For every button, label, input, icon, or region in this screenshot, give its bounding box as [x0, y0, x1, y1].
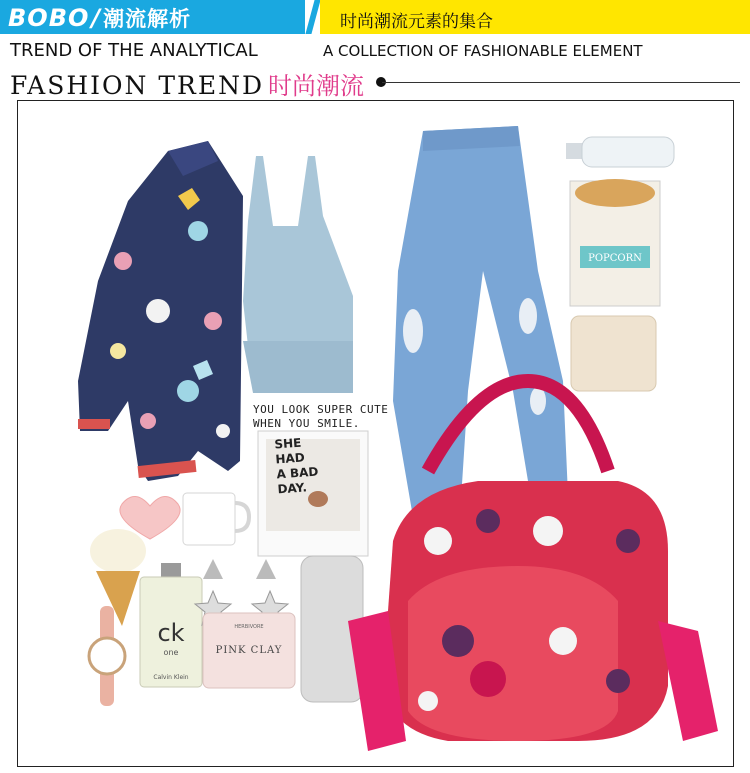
product-collage	[17, 100, 734, 767]
watch-image	[89, 606, 125, 706]
collage-illustration	[18, 101, 733, 766]
water-bottle-image	[566, 137, 674, 167]
brand-title: BOBO/潮流解析	[8, 4, 192, 32]
clay-brand: HERBIVORE	[234, 624, 264, 630]
polaroid-caption	[274, 435, 320, 498]
note-line-1: YOU LOOK SUPER CUTE	[253, 403, 389, 416]
header-tagline-bar	[320, 0, 750, 34]
section-title-cn: 时尚潮流	[268, 72, 365, 100]
perfume-sub: one	[163, 648, 179, 657]
subtitle-left: TREND OF THE ANALYTICAL	[10, 40, 258, 61]
polaroid-line-1: SHE	[273, 435, 302, 452]
section-title	[10, 66, 364, 101]
clay-label: PINK CLAY	[215, 645, 283, 656]
popcorn-label: POPCORN	[588, 253, 642, 264]
note-line-2: WHEN YOU SMILE.	[253, 417, 360, 430]
soap-image	[571, 316, 656, 391]
section-title-en: FASHION TREND	[10, 71, 265, 100]
polaroid-line-4: DAY.	[277, 480, 308, 497]
header-tagline: 时尚潮流元素的集合	[340, 12, 493, 32]
knit-top-image	[243, 156, 353, 393]
polaroid-line-3: A BAD	[276, 464, 319, 482]
perfume-label: ck	[157, 619, 185, 647]
header-divider	[305, 0, 320, 34]
perfume-bottle-image	[140, 563, 202, 687]
bomber-jacket-image	[78, 141, 243, 481]
header-brand-bar	[0, 0, 305, 34]
ice-cream-image	[90, 529, 146, 626]
handwritten-note	[253, 403, 388, 431]
subtitle-right: A COLLECTION OF FASHIONABLE ELEMENT	[323, 42, 643, 60]
mug-image	[183, 493, 249, 545]
section-rule	[382, 82, 740, 83]
pink-clay-jar-image	[203, 613, 295, 688]
brand-name: BOBO	[8, 4, 90, 32]
polaroid-line-2: HAD	[275, 450, 306, 467]
perfume-brand: Calvin Klein	[153, 674, 189, 681]
popcorn-box-image	[570, 179, 660, 306]
brand-category: 潮流解析	[103, 7, 192, 31]
